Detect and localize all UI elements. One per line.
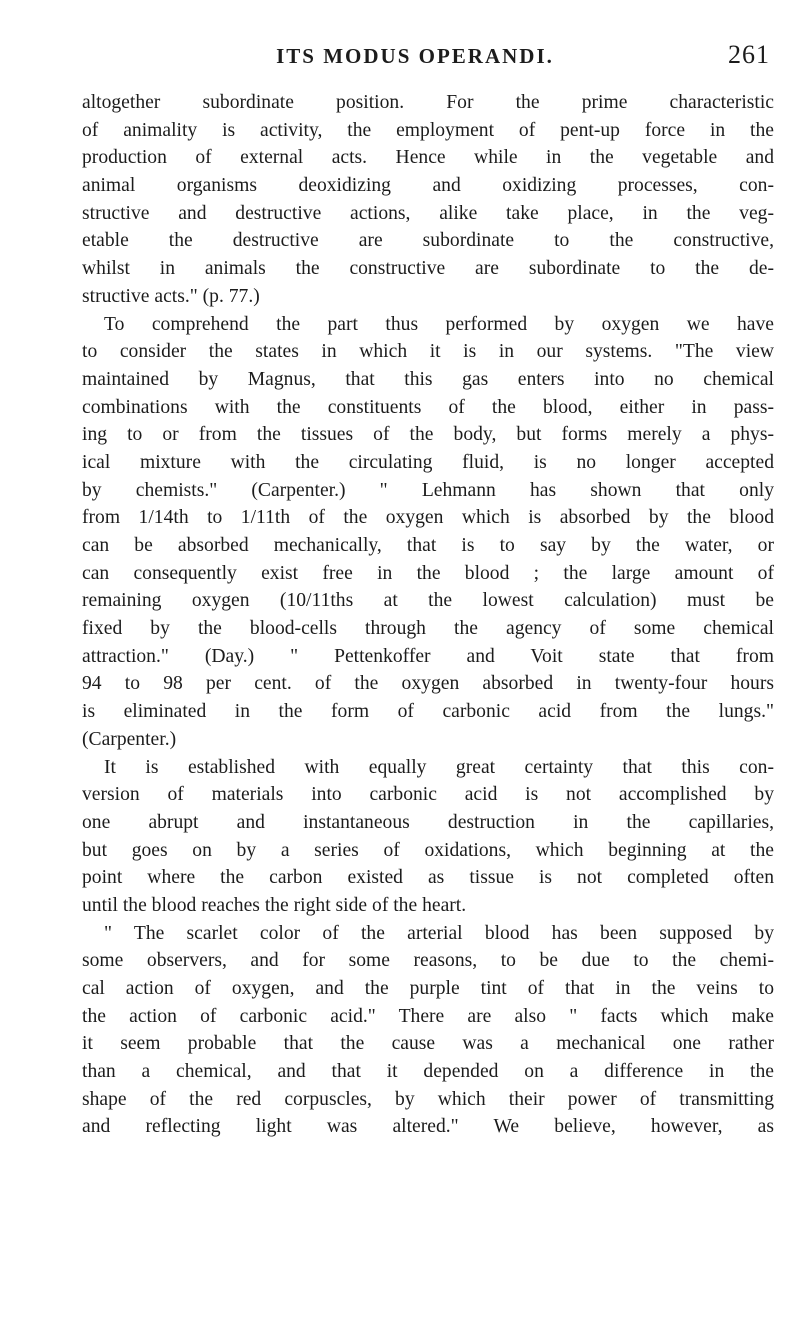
text-line: 94 to 98 per cent. of the oxygen absorbed in twenty-four hours bbox=[82, 673, 774, 695]
text-line: from 1/14th to 1/11th of the oxygen which is absorbed by the blood bbox=[82, 507, 774, 529]
text-line: cal action of oxygen, and the purple tint of that in the veins to bbox=[82, 978, 774, 999]
text-line: version of materials into carbonic acid is not accomplished by bbox=[82, 784, 774, 806]
text-line: and reflecting light was altered." We believe, however, as bbox=[82, 1116, 774, 1138]
text-line: whilst in animals the constructive are subordinate to the de- bbox=[82, 258, 774, 280]
text-line: etable the destructive are subordinate to the constructive, bbox=[82, 230, 774, 252]
text-line: some observers, and for some reasons, to be due to the chemi- bbox=[82, 950, 774, 972]
text-line: of animality is activity, the employment of pent-up force in the bbox=[82, 119, 774, 141]
body-text bbox=[82, 89, 774, 1141]
text-line: ical mixture with the circulating fluid, is no longer accepted bbox=[82, 451, 774, 473]
text-line: to consider the states in which it is in our systems. "The view bbox=[82, 341, 774, 363]
text-line: attraction." (Day.) " Pettenkoffer and Voit state that from bbox=[82, 645, 774, 667]
paragraph-start: It is established with equally great certainty that this con- bbox=[104, 756, 774, 778]
text-line: shape of the red corpuscles, by which their power of transmitting bbox=[82, 1088, 774, 1110]
paragraph-start: " The scarlet color of the arterial blood has been supposed by bbox=[104, 922, 774, 944]
text-line: production of external acts. Hence while in the vegetable and bbox=[82, 147, 774, 169]
text-line: is eliminated in the form of carbonic acid from the lungs." bbox=[82, 701, 774, 723]
paragraph-start: To comprehend the part thus performed by oxygen we have bbox=[104, 313, 774, 335]
text-line: until the blood reaches the right side of the heart. bbox=[82, 894, 467, 916]
page-number: 261 bbox=[728, 40, 770, 69]
text-line: by chemists." (Carpenter.) " Lehmann has shown that only bbox=[82, 479, 774, 501]
text-line: animal organisms deoxidizing and oxidizing processes, con- bbox=[82, 175, 774, 197]
text-line: combinations with the constituents of the blood, either in pass- bbox=[82, 396, 774, 418]
text-line: than a chemical, and that it depended on a difference in the bbox=[82, 1061, 774, 1083]
text-line: ing to or from the tissues of the body, but forms merely a phys- bbox=[82, 424, 774, 446]
running-title: ITS MODUS OPERANDI. bbox=[276, 44, 554, 68]
text-line: altogether subordinate position. For the prime characteristic bbox=[82, 92, 774, 113]
text-line: (Carpenter.) bbox=[82, 728, 177, 750]
text-line: can be absorbed mechanically, that is to say by the water, or bbox=[82, 535, 774, 556]
running-head bbox=[60, 40, 770, 78]
text-line: the action of carbonic acid." There are also " facts which make bbox=[82, 1005, 774, 1027]
text-line: can consequently exist free in the blood ; the large amount of bbox=[82, 562, 774, 584]
text-line: point where the carbon existed as tissue is not completed often bbox=[82, 867, 774, 889]
text-line: maintained by Magnus, that this gas enters into no chemical bbox=[82, 368, 774, 390]
text-line: structive and destructive actions, alike take place, in the veg- bbox=[82, 202, 774, 224]
text-line: it seem probable that the cause was a mechanical one rather bbox=[82, 1033, 774, 1055]
text-line: structive acts." (p. 77.) bbox=[82, 285, 260, 307]
text-line: remaining oxygen (10/11ths at the lowest calculation) must be bbox=[82, 590, 774, 612]
text-line: but goes on by a series of oxidations, which beginning at the bbox=[82, 839, 774, 861]
text-line: one abrupt and instantaneous destruction in the capillaries, bbox=[82, 811, 774, 833]
text-line: fixed by the blood-cells through the agency of some chemical bbox=[82, 618, 774, 640]
